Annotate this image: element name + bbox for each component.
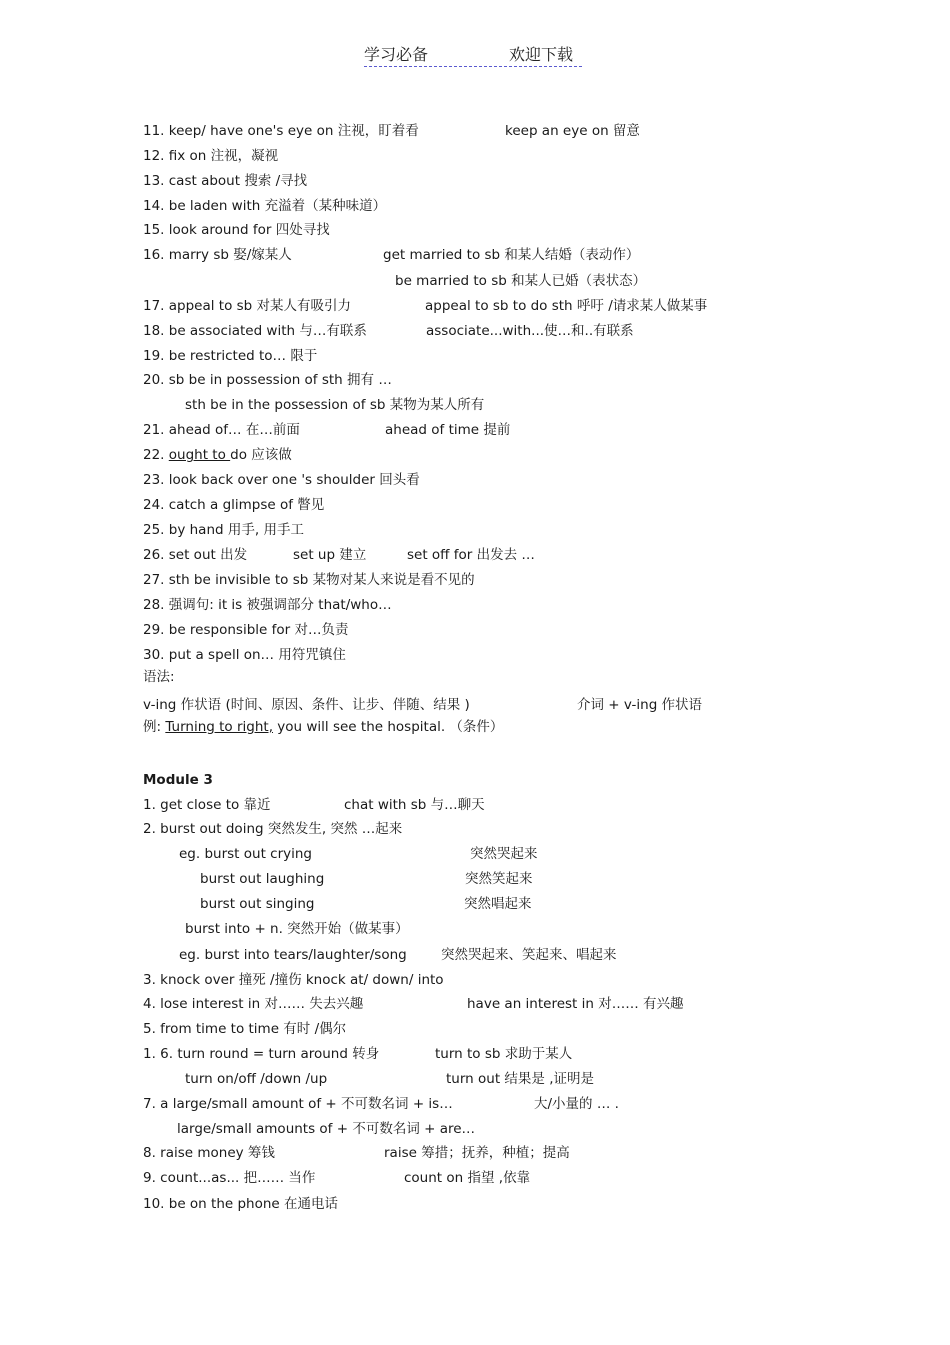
underlined-phrase: Turning to right, (165, 719, 273, 735)
grammar-line: v-ing 作状语 (时间、原因、条件、让步、伴随、结果 ) (143, 697, 470, 713)
vocab-line: 26. set out 出发 (143, 547, 248, 563)
vocab-line: burst out singing (200, 896, 315, 912)
vocab-line: keep an eye on 留意 (505, 123, 640, 139)
example-label: 例: (143, 719, 166, 735)
vocab-line: 29. be responsible for 对…负责 (143, 622, 349, 638)
vocab-line: ahead of time 提前 (385, 422, 511, 438)
vocab-line: turn to sb 求助于某人 (435, 1046, 573, 1062)
vocab-line: 5. from time to time 有时 /偶尔 (143, 1021, 347, 1037)
vocab-line: 3. knock over 撞死 /撞伤 knock at/ down/ into (143, 972, 444, 988)
vocab-line: 14. be laden with 充溢着（某种味道） (143, 198, 387, 214)
vocab-line: 18. be associated with 与…有联系 (143, 323, 367, 339)
vocab-line: turn on/off /down /up (185, 1071, 328, 1087)
vocab-line (143, 446, 292, 464)
vocab-line: 8. raise money 筹钱 (143, 1145, 275, 1161)
vocab-line: 30. put a spell on… 用符咒镇住 (143, 647, 346, 663)
grammar-line: 介词 + v-ing 作状语 (577, 697, 703, 713)
vocab-line: 21. ahead of… 在…前面 (143, 422, 300, 438)
vocab-line: appeal to sb to do sth 呼吁 /请求某人做某事 (425, 298, 708, 314)
vocab-line: 突然笑起来 (465, 871, 533, 887)
vocab-line: set up 建立 (293, 547, 367, 563)
vocab-line: 19. be restricted to… 限于 (143, 348, 318, 364)
vocab-line: large/small amounts of + 不可数名词 + are… (177, 1121, 476, 1137)
vocab-line: burst into + n. 突然开始（做某事） (185, 921, 409, 937)
vocab-line: burst out laughing (200, 871, 325, 887)
vocab-line: be married to sb 和某人已婚（表状态） (395, 273, 647, 289)
vocab-line: raise 筹措；抚养，种植；提高 (384, 1145, 570, 1161)
vocab-line: 9. count...as... 把…… 当作 (143, 1170, 316, 1186)
line-rest: do 应该做 (230, 447, 292, 463)
vocab-line: 24. catch a glimpse of 瞥见 (143, 497, 325, 513)
vocab-line: 7. a large/small amount of + 不可数名词 + is… (143, 1096, 453, 1112)
grammar-heading: 语法: (143, 669, 175, 685)
vocab-line: 17. appeal to sb 对某人有吸引力 (143, 298, 352, 314)
header-left-text: 学习必备 (364, 45, 429, 64)
vocab-line: 11. keep/ have one's eye on 注视，盯着看 (143, 123, 419, 139)
vocab-line: 2. burst out doing 突然发生, 突然 …起来 (143, 821, 403, 837)
header-right-text: 欢迎下载 (509, 45, 574, 64)
vocab-line: 20. sb be in possession of sth 拥有 … (143, 372, 392, 388)
vocab-line: get married to sb 和某人结婚（表动作） (383, 247, 640, 263)
vocab-line: 10. be on the phone 在通电话 (143, 1196, 339, 1212)
vocab-line: turn out 结果是 ,证明是 (446, 1071, 594, 1087)
vocab-line: 16. marry sb 娶/嫁某人 (143, 247, 292, 263)
vocab-line: 13. cast about 搜索 /寻找 (143, 173, 308, 189)
vocab-line: 1. get close to 靠近 (143, 797, 271, 813)
vocab-line: 突然哭起来、笑起来、唱起来 (441, 947, 617, 963)
example-rest: you will see the hospital. （条件） (273, 719, 504, 735)
vocab-line: 15. look around for 四处寻找 (143, 222, 330, 238)
vocab-line: 25. by hand 用手, 用手工 (143, 522, 304, 538)
vocab-line: associate...with...使…和..有联系 (426, 323, 634, 339)
vocab-line: 1. 6. turn round = turn around 转身 (143, 1046, 380, 1062)
vocab-line: 大/小量的 … . (534, 1096, 619, 1112)
line-number: 22. (143, 447, 169, 463)
vocab-line: eg. burst into tears/laughter/song (179, 947, 407, 963)
vocab-line: 4. lose interest in 对…… 失去兴趣 (143, 996, 364, 1012)
vocab-line: 突然哭起来 (470, 846, 538, 862)
vocab-line: count on 指望 ,依靠 (404, 1170, 531, 1186)
vocab-line: chat with sb 与…聊天 (344, 797, 485, 813)
vocab-line: sth be in the possession of sb 某物为某人所有 (185, 397, 485, 413)
vocab-line: set off for 出发去 … (407, 547, 535, 563)
page-header (364, 40, 582, 67)
vocab-line: 突然唱起来 (464, 896, 532, 912)
vocab-line: have an interest in 对…… 有兴趣 (467, 996, 684, 1012)
example-line (143, 718, 503, 736)
vocab-line: 23. look back over one 's shoulder 回头看 (143, 472, 420, 488)
module-heading: Module 3 (143, 772, 213, 788)
vocab-line: 28. 强调句: it is 被强调部分 that/who… (143, 597, 392, 613)
vocab-line: 27. sth be invisible to sb 某物对某人来说是看不见的 (143, 572, 475, 588)
vocab-line: 12. fix on 注视，凝视 (143, 148, 279, 164)
underlined-phrase: ought to (168, 447, 231, 463)
vocab-line: eg. burst out crying (179, 846, 312, 862)
